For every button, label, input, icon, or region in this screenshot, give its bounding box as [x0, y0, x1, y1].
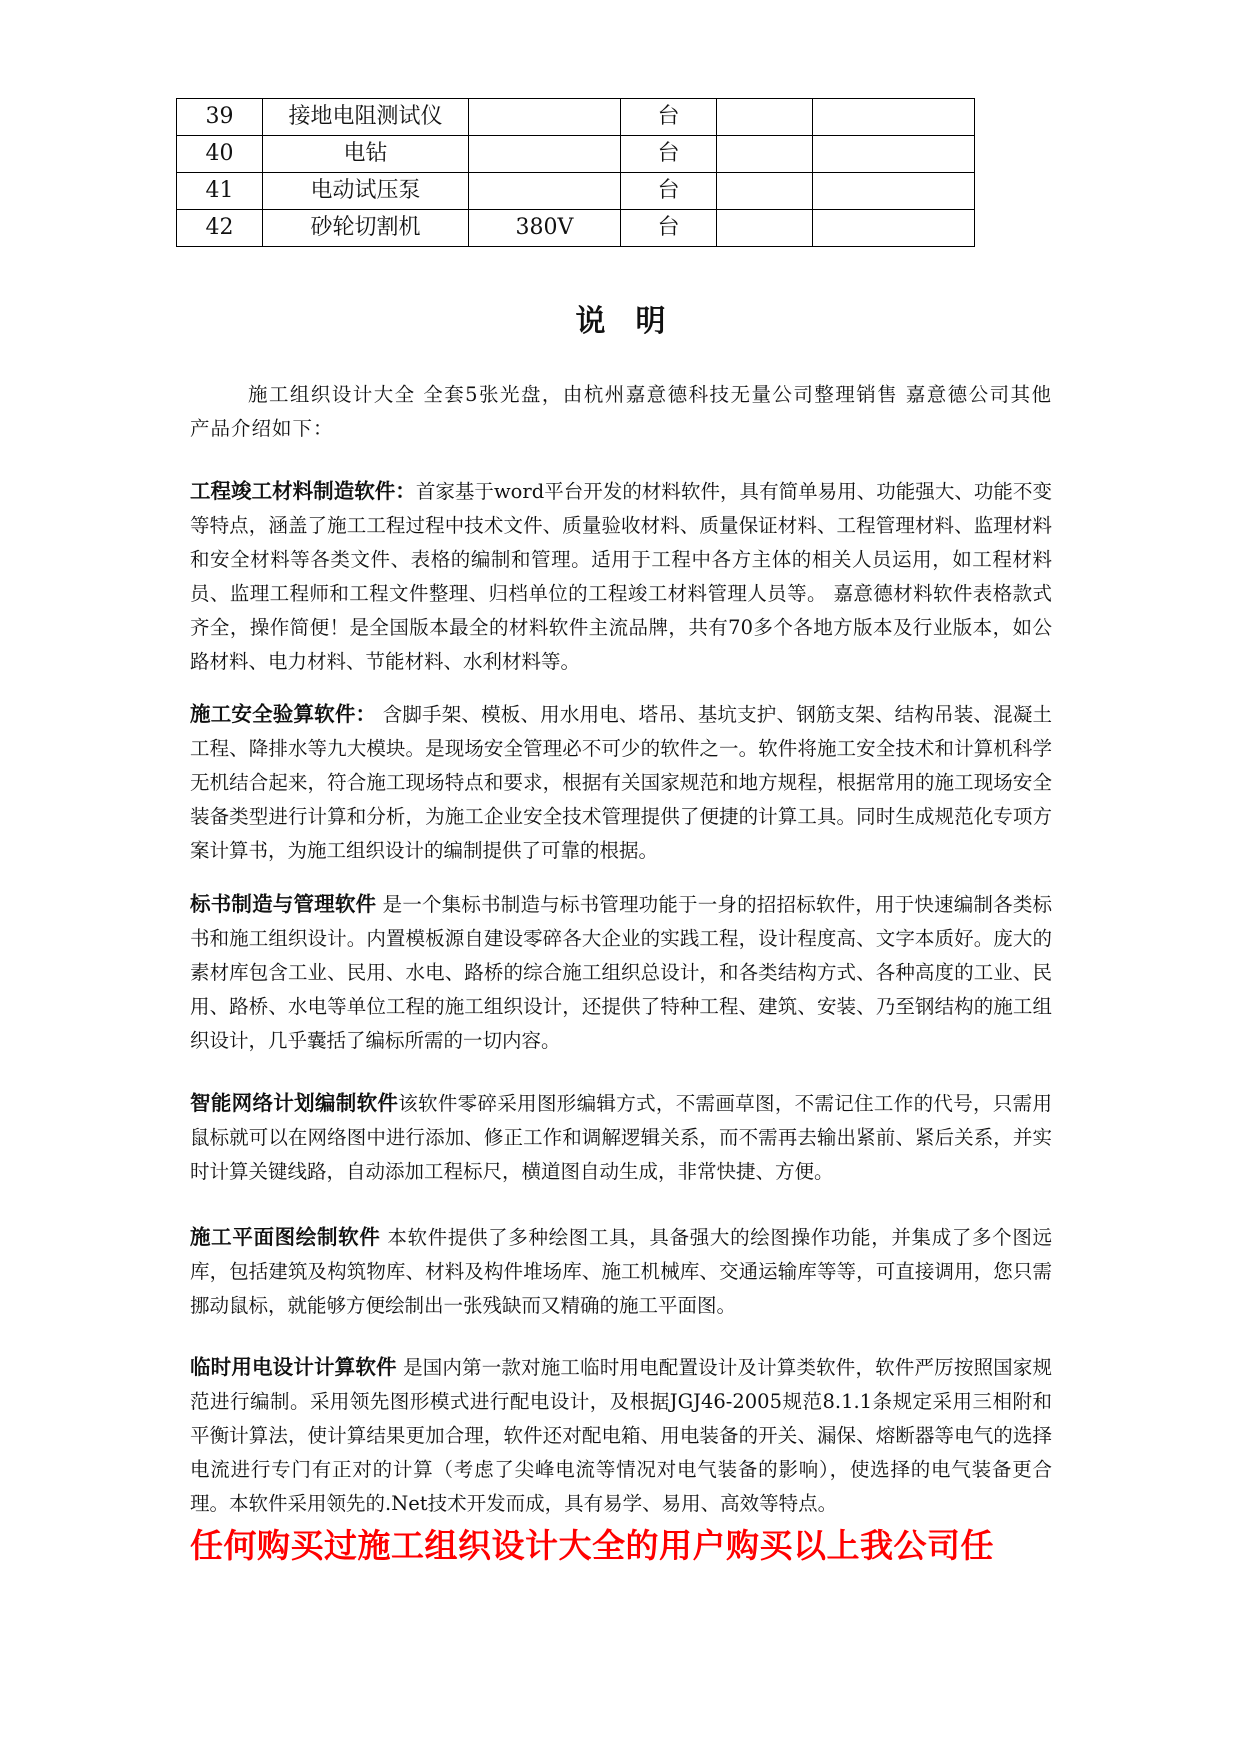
equipment-name: 砂轮切割机 [263, 210, 469, 247]
equipment-spec: 380V [469, 210, 621, 247]
equipment-name: 接地电阻测试仪 [263, 99, 469, 136]
product-description: 是一个集标书制造与标书管理功能于一身的招招标软件，用于快速编制各类标书和施工组织设计。内置模板源自建设零碎各大企业的实践工程，设计程度高、文字本质好。庞大的素材库包含工业、民用、水电、路桥的综合施工组织总设计，和各类结构方式、各种高度的工业、民用、路桥、水电等单位工程的施工组织设计，还提供了特种工程、建筑、安装、乃至钢结构的施工组织设计，几乎囊括了编标所需的一切内容。 [190, 893, 1053, 1052]
equipment-note [813, 99, 975, 136]
product-paragraph [190, 1086, 1052, 1189]
equipment-note [813, 173, 975, 210]
equipment-note [813, 210, 975, 247]
row-number: 41 [177, 173, 263, 210]
equipment-qty [717, 99, 813, 136]
equipment-qty [717, 210, 813, 247]
product-description: 首家基于word平台开发的材料软件，具有简单易用、功能强大、功能不变等特点，涵盖了施工工程过程中技术文件、质量验收材料、质量保证材料、工程管理材料、监理材料和安全材料等各类文件、表格的编制和管理。适用于工程中各方主体的相关人员运用，如工程材料员、监理工程师和工程文件整理、归档单位的工程竣工材料管理人员等。 嘉意德材料软件表格款式齐全，操作简便！是全国版本最全的材料软件主流品牌，共有70多个各地方版本及行业版本，如公路材料、电力材料、节能材料、水利材料等。 [190, 480, 1052, 673]
equipment-qty [717, 136, 813, 173]
product-paragraph [190, 887, 1052, 1058]
table-row [177, 173, 975, 210]
table-row [177, 99, 975, 136]
product-heading: 标书制造与管理软件 [190, 892, 377, 916]
equipment-spec [469, 99, 621, 136]
intro-paragraph: 施工组织设计大全 全套5张光盘，由杭州嘉意德科技无量公司整理销售 嘉意德公司其他产品介绍如下： [190, 383, 1052, 440]
product-paragraph [190, 697, 1052, 868]
equipment-qty [717, 173, 813, 210]
row-number: 42 [177, 210, 263, 247]
equipment-unit: 台 [621, 99, 717, 136]
equipment-spec [469, 173, 621, 210]
product-heading: 工程竣工材料制造软件： [190, 479, 416, 503]
promo-notice: 任何购买过施工组织设计大全的用户购买以上我公司任 [190, 1526, 994, 1565]
table-row [177, 210, 975, 247]
row-number: 40 [177, 136, 263, 173]
equipment-table [176, 98, 975, 247]
equipment-name: 电动试压泵 [263, 173, 469, 210]
product-heading: 施工平面图绘制软件 [190, 1225, 381, 1249]
product-description: 是国内第一款对施工临时用电配置设计及计算类软件，软件严厉按照国家规范进行编制。采用领先图形模式进行配电设计，及根据JGJ46-2005规范8.1.1条规定采用三相附和平衡计算法，使计算结果更加合理，软件还对配电箱、用电装备的开关、漏保、熔断器等电气的选择电流进行专门有正对的计算（考虑了尖峰电流等情况对电气装备的影响），使选择的电气装备更合理。本软件采用领先的.Net技术开发而成，具有易学、易用、高效等特点。 [190, 1356, 1053, 1515]
equipment-name: 电钻 [263, 136, 469, 173]
equipment-spec [469, 136, 621, 173]
product-description: 该软件零碎采用图形编辑方式，不需画草图，不需记住工作的代号，只需用鼠标就可以在网络图中进行添加、修正工作和调解逻辑关系，而不需再去输出紧前、紧后关系，并实时计算关键线路，自动添加工程标尺，横道图自动生成，非常快捷、方便。 [190, 1092, 1052, 1183]
product-heading: 临时用电设计计算软件 [190, 1355, 397, 1379]
product-paragraph [190, 1220, 1052, 1323]
product-description: 含脚手架、模板、用水用电、塔吊、基坑支护、钢筋支架、结构吊装、混凝土工程、降排水等九大模块。是现场安全管理必不可少的软件之一。软件将施工安全技术和计算机科学无机结合起来，符合施工现场特点和要求，根据有关国家规范和地方规程，根据常用的施工现场安全装备类型进行计算和分析，为施工企业安全技术管理提供了便捷的计算工具。同时生成规范化专项方案计算书，为施工组织设计的编制提供了可靠的根据。 [190, 703, 1053, 862]
product-paragraph [190, 1350, 1052, 1521]
product-heading: 智能网络计划编制软件 [190, 1091, 399, 1115]
equipment-unit: 台 [621, 136, 717, 173]
product-paragraph [190, 474, 1052, 679]
product-heading: 施工安全验算软件： [190, 702, 377, 726]
table-row [177, 136, 975, 173]
equipment-note [813, 136, 975, 173]
row-number: 39 [177, 99, 263, 136]
page-title: 说明 [575, 304, 696, 339]
equipment-unit: 台 [621, 210, 717, 247]
equipment-unit: 台 [621, 173, 717, 210]
product-description: 本软件提供了多种绘图工具，具备强大的绘图操作功能，并集成了多个图远库，包括建筑及构筑物库、材料及构件堆场库、施工机械库、交通运输库等等，可直接调用，您只需挪动鼠标，就能够方便绘制出一张残缺而又精确的施工平面图。 [190, 1226, 1053, 1317]
